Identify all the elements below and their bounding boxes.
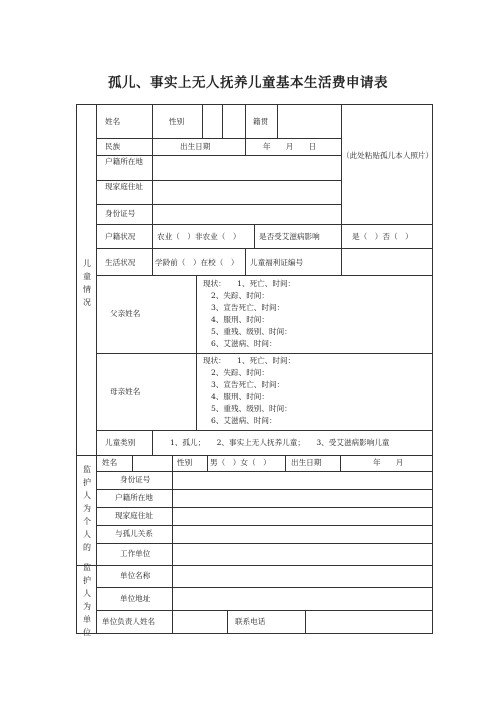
guardian-birth-ym: 年 月 [373, 458, 404, 467]
grid-line [96, 275, 433, 276]
label-guardian-relation: 与孤儿关系 [115, 529, 153, 538]
label-mother-name: 母亲姓名 [110, 387, 141, 396]
grid-line [202, 105, 203, 138]
status-line: 4、服刑、时间： [211, 315, 269, 324]
household-options: 农业（ ）非农业（ ） [157, 232, 241, 241]
label-gender: 性别 [169, 117, 185, 126]
grid-line [341, 248, 342, 275]
status-line: 5、重残、级别、时间： [211, 404, 292, 413]
label-aids-affected: 是否受艾滋病影响 [259, 232, 320, 241]
form-title: 孤儿、事实上无人抚养儿童基本生活费申请表 [108, 75, 388, 91]
grid-line [254, 224, 255, 248]
grid-line [285, 455, 286, 471]
grid-line [96, 248, 433, 249]
label-guardian-residence: 户籍所在地 [115, 493, 153, 502]
grid-line [196, 275, 197, 430]
grid-line [96, 507, 433, 508]
status-line: 现状： 1、死亡、时间： [203, 279, 296, 288]
status-line: 3、宣告死亡、时间： [211, 380, 285, 389]
grid-line [341, 105, 342, 224]
grid-line [96, 353, 433, 354]
status-line: 2、失踪、时间： [211, 291, 269, 300]
label-native-place: 籍贯 [253, 117, 269, 126]
label-household-status: 户籍状况 [105, 232, 136, 241]
grid-line [277, 105, 278, 138]
label-birth-date: 出生日期 [180, 142, 211, 151]
label-registered-residence: 户籍所在地 [105, 157, 143, 166]
grid-line [152, 224, 153, 248]
grid-line [96, 180, 341, 181]
grid-line [96, 155, 341, 156]
grid-line [96, 204, 341, 205]
status-line: 4、服刑、时间： [211, 392, 269, 401]
label-leader-name: 单位负责人姓名 [102, 617, 156, 626]
status-line: 5、重残、级别、时间： [211, 327, 292, 336]
label-name: 姓名 [105, 117, 121, 126]
grid-line [305, 610, 306, 634]
status-line: 现状： 1、死亡、时间： [203, 356, 296, 365]
section-label-guardian-person: 监护人为个人的 [83, 465, 91, 552]
grid-line [172, 455, 173, 471]
grid-line [172, 565, 173, 610]
section-label-child: 儿童情况 [83, 259, 91, 307]
grid-line [96, 610, 433, 611]
status-line: 6、艾滋病、时间： [211, 416, 277, 425]
grid-line [77, 455, 433, 456]
grid-line [245, 248, 246, 275]
grid-line [96, 224, 433, 225]
grid-line [222, 105, 223, 138]
grid-line [341, 224, 342, 248]
status-line: 6、艾滋病、时间： [211, 339, 277, 348]
grid-line [152, 105, 153, 224]
label-guardian-id: 身份证号 [120, 475, 151, 484]
category-options: 1、孤儿； 2、事实上无人抚养儿童； 3、受艾滋病影响儿童 [170, 438, 390, 447]
label-father-name: 父亲姓名 [110, 309, 141, 318]
label-guardian-birth-date: 出生日期 [291, 458, 322, 467]
label-unit-name: 单位名称 [120, 571, 151, 580]
label-guardian-gender: 性别 [177, 458, 193, 467]
label-guardian-work-unit: 工作单位 [120, 549, 151, 558]
grid-line [96, 471, 433, 472]
grid-line [96, 587, 433, 588]
application-form-table [76, 104, 434, 637]
grid-line [245, 105, 246, 138]
grid-line [96, 525, 433, 526]
label-contact-phone: 联系电话 [235, 617, 266, 626]
label-ethnicity: 民族 [105, 142, 121, 151]
grid-line [207, 455, 208, 471]
grid-line [152, 430, 153, 455]
grid-line [172, 471, 173, 565]
status-line: 3、宣告死亡、时间： [211, 303, 285, 312]
grid-line [132, 455, 133, 471]
grid-line [340, 455, 341, 471]
grid-line [96, 543, 433, 544]
label-guardian-name: 姓名 [102, 458, 118, 467]
living-options: 学龄前（ ）在校（ ） [155, 258, 239, 267]
grid-line [96, 138, 341, 139]
grid-line [77, 565, 433, 566]
grid-line [96, 430, 433, 431]
status-line: 2、失踪、时间： [211, 368, 269, 377]
grid-line [96, 489, 433, 490]
birth-date-ymd: 年 月 日 [263, 142, 317, 151]
section-label-guardian-org: 监护人为单位 [83, 563, 91, 637]
aids-yes-no: 是（ ）否（ ） [352, 232, 413, 241]
label-id-number: 身份证号 [105, 209, 136, 218]
grid-line [152, 248, 153, 275]
photo-placeholder-note: （此处粘贴孤儿本人照片） [342, 151, 434, 160]
grid-line [96, 565, 97, 634]
label-current-address: 现家庭住址 [105, 182, 143, 191]
label-welfare-cert: 儿童福利证编号 [250, 258, 304, 267]
label-guardian-address: 现家庭住址 [115, 511, 153, 520]
grid-line [245, 138, 246, 155]
label-unit-address: 单位地址 [120, 594, 151, 603]
label-child-category: 儿童类别 [105, 438, 136, 447]
guardian-gender-options: 男（ ）女（ ） [210, 458, 271, 467]
grid-line [172, 610, 173, 634]
grid-line [227, 610, 228, 634]
label-living-status: 生活状况 [105, 258, 136, 267]
